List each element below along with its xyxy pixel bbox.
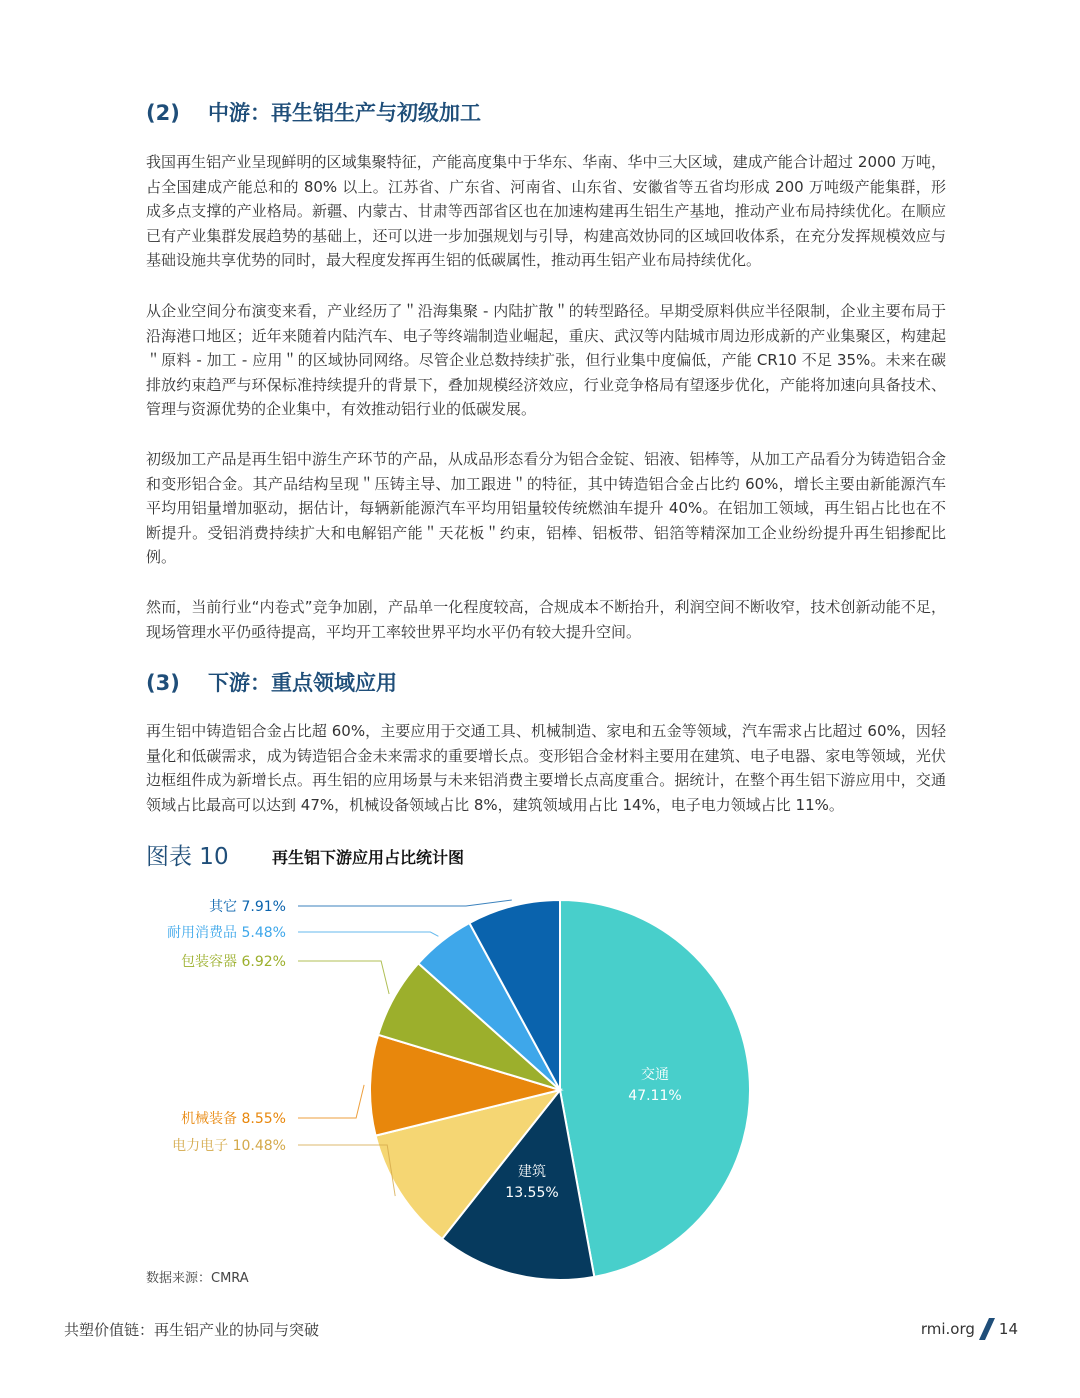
slash-icon: [979, 1318, 995, 1340]
slice-label: 电力电子 10.48%: [172, 1138, 286, 1154]
section-number: (2): [146, 101, 180, 125]
paragraph: 初级加工产品是再生铝中游生产环节的产品，从成品形态看分为铝合金锭、铝液、铝棒等，从加工产品看分为铸造铝合金和变形铝合金。其产品结构呈现＂压铸主导、加工跟进＂的特征，其中铸造铝合金占比约 60%，增长主要由新能源汽车平均用铝量增加驱动，据估计，每辆新能源汽车平均用铝量较传统燃油车提升 40%。在铝加工领域，再生铝占比也在不断提升。受铝消费持续扩大和电解铝产能＂天花板＂约束，铝棒、铝板带、铝箔等精深加工企业纷纷提升再生铝掺配比例。: [146, 450, 946, 567]
footer-page-info: [921, 1318, 1018, 1340]
leader-line: [298, 932, 438, 936]
footer-title: 共塑价值链：再生铝产业的协同与突破: [64, 1321, 320, 1339]
section-title: 下游：重点领域应用: [208, 671, 397, 695]
slice-label: 包装容器 6.92%: [181, 954, 286, 970]
data-source: 数据来源：CMRA: [146, 1271, 249, 1286]
footer-site[interactable]: rmi.org: [920, 1320, 975, 1338]
leader-line: [298, 961, 389, 994]
page-number: 14: [998, 1320, 1018, 1338]
leader-line: [298, 900, 512, 906]
pie-chart: [0, 880, 1080, 1280]
slice-label: 其它 7.91%: [209, 899, 286, 915]
section-title: 中游：再生铝生产与初级加工: [208, 101, 481, 125]
section-heading-downstream: [146, 667, 397, 697]
paragraph: 然而，当前行业“内卷式”竞争加剧，产品单一化程度较高，合规成本不断抬升，利润空间不断收窄，技术创新动能不足，现场管理水平仍亟待提高，平均开工率较世界平均水平仍有较大提升空间。: [146, 598, 946, 641]
slice-label-value: 13.55%: [505, 1185, 559, 1201]
slice-label-name: 建筑: [518, 1164, 546, 1180]
slice-label: 机械装备 8.55%: [181, 1111, 286, 1127]
paragraph: 从企业空间分布演变来看，产业经历了＂沿海集聚 - 内陆扩散＂的转型路径。早期受原料供应半径限制，企业主要布局于沿海港口地区；近年来随着内陆汽车、电子等终端制造业崛起，重庆、武汉等内陆城市周边形成新的产业集聚区，构建起＂原料 - 加工 - 应用＂的区域协同网络。尽管企业总数持续扩张，但行业集中度偏低，产能 CR10 不足 35%。未来在碳排放约束趋严与环保标准持续提升的背景下，叠加规模经济效应，行业竞争格局有望逐步优化，产能将加速向具备技术、管理与资源优势的企业集中，有效推动铝行业的低碳发展。: [146, 302, 946, 419]
leader-line: [298, 1085, 364, 1118]
section-heading-midstream: [146, 97, 481, 127]
paragraph: 我国再生铝产业呈现鲜明的区域集聚特征，产能高度集中于华东、华南、华中三大区域，建成产能合计超过 2000 万吨，占全国建成产能总和的 80% 以上。江苏省、广东省、河南省、山东省、安徽省等五省均形成 200 万吨级产能集群，形成多点支撑的产业格局。新疆、内蒙古、甘肃等西部省区也在加速构建再生铝生产基地，推动产业布局持续优化。在顺应已有产业集群发展趋势的基础上，还可以进一步加强规划与引导，构建高效协同的区域回收体系，在充分发挥规模效应与基础设施共享优势的同时，最大程度发挥再生铝的低碳属性，推动再生铝产业布局持续优化。: [146, 153, 946, 270]
section-number: (3): [146, 671, 180, 695]
figure-title: 再生铝下游应用占比统计图: [272, 848, 465, 867]
slice-label-value: 47.11%: [628, 1088, 682, 1104]
slice-label: 耐用消费品 5.48%: [167, 925, 286, 941]
paragraph: 再生铝中铸造铝合金占比超 60%，主要应用于交通工具、机械制造、家电和五金等领域，汽车需求占比超过 60%，因轻量化和低碳需求，成为铸造铝合金未来需求的重要增长点。变形铝合金材料主要用在建筑、电子电器、家电等领域，光伏边框组件成为新增长点。再生铝的应用场景与未来铝消费主要增长点高度重合。据统计，在整个再生铝下游应用中，交通领域占比最高可以达到 47%，机械设备领域占比 8%，建筑领域用占比 14%，电子电力领域占比 11%。: [146, 722, 946, 814]
slice-label-name: 交通: [641, 1067, 669, 1083]
figure-label: 图表 10: [146, 844, 229, 870]
